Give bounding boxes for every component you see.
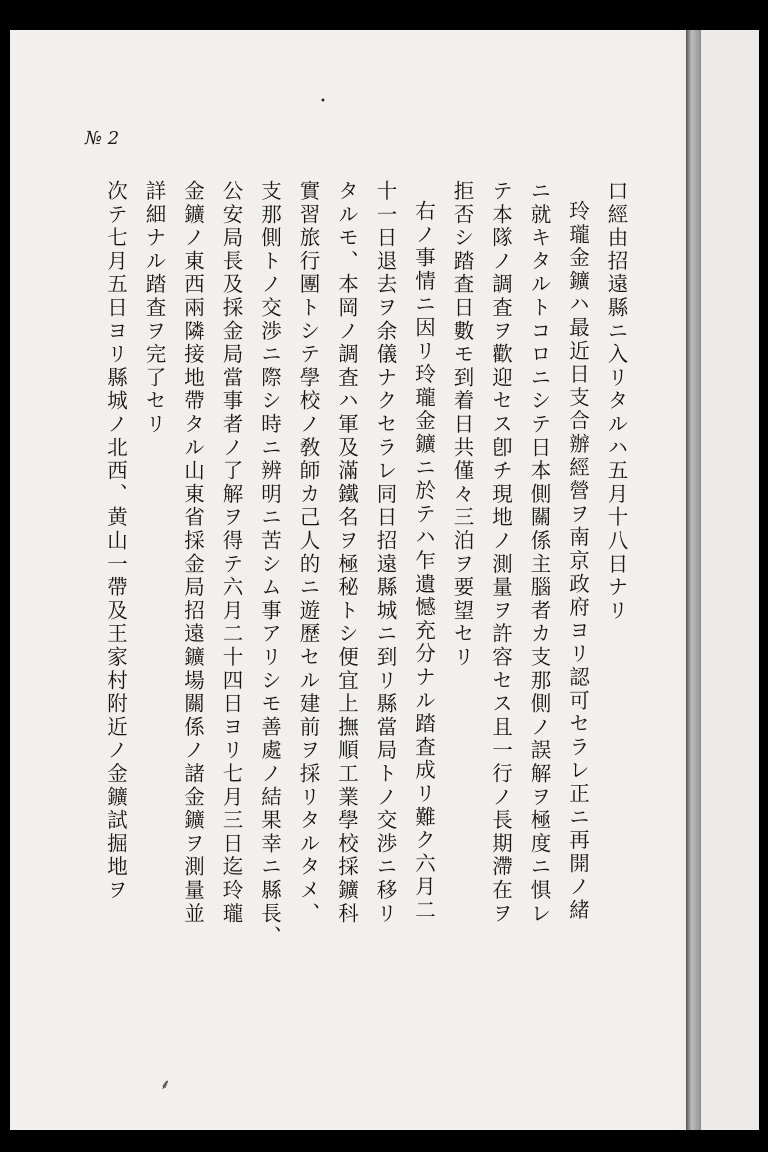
text-column-1: 口經由招遠縣ニ入リタルハ五月十八日ナリ (604, 180, 628, 623)
text-column-11: 公安局長及採金局當事者ノ了解ヲ得テ六月二十四日ヨリ七月三日迄玲瓏 (219, 180, 243, 926)
text-column-12: 金鑛ノ東西兩隣接地帶タル山東省採金局招遠鑛場關係ノ諸金鑛ヲ測量並 (180, 180, 205, 926)
next-page-edge (700, 30, 759, 1130)
page-number: № 2 (85, 128, 120, 149)
book-spine (686, 30, 700, 1130)
ink-smudge: ⸙ (160, 1077, 171, 1093)
text-column-7: 十一日退去ヲ余儀ナクセラレ同日招遠縣城ニ到リ縣當局トノ交渉ニ移リ (373, 180, 397, 926)
text-column-14: 次テ七月五日ヨリ縣城ノ北西、黄山一帶及王家村附近ノ金鑛試掘地ヲ (103, 180, 128, 903)
text-column-10: 支那側トノ交渉ニ際シ時ニ辨明ニ苦シム事アリシモ善處ノ結果幸ニ縣長、 (257, 180, 282, 949)
text-column-4: テ本隊ノ調査ヲ歡迎セス卽チ現地ノ測量ヲ許容セス且一行ノ長期滯在ヲ (488, 180, 513, 926)
vertical-text-block (95, 180, 635, 1060)
text-column-6: 右ノ事情ニ因リ玲瓏金鑛ニ於テハ乍遺憾充分ナル踏査成リ難ク六月二 (411, 200, 436, 923)
text-column-9: 實習旅行團トシテ學校ノ敎師カ己人的ニ遊歷セル建前ヲ採リタルタメ、 (296, 180, 320, 926)
ink-speck: • (320, 96, 326, 107)
text-column-13: 詳細ナル踏査ヲ完了セリ (142, 180, 166, 437)
text-column-5: 拒否シ踏査日數モ到着日共僅々三泊ヲ要望セリ (450, 180, 474, 670)
text-column-3: ニ就キタルトコロニシテ日本側關係主腦者カ支那側ノ誤解ヲ極度ニ惧レ (527, 180, 551, 926)
text-column-2: 玲瓏金鑛ハ最近日支合辦經營ヲ南京政府ヨリ認可セラレ正ニ再開ノ緒 (565, 200, 590, 923)
text-column-8: タルモ、本岡ノ調査ハ軍及滿鐵名ヲ極秘トシ便宜上撫順工業學校採鑛科 (334, 180, 359, 926)
